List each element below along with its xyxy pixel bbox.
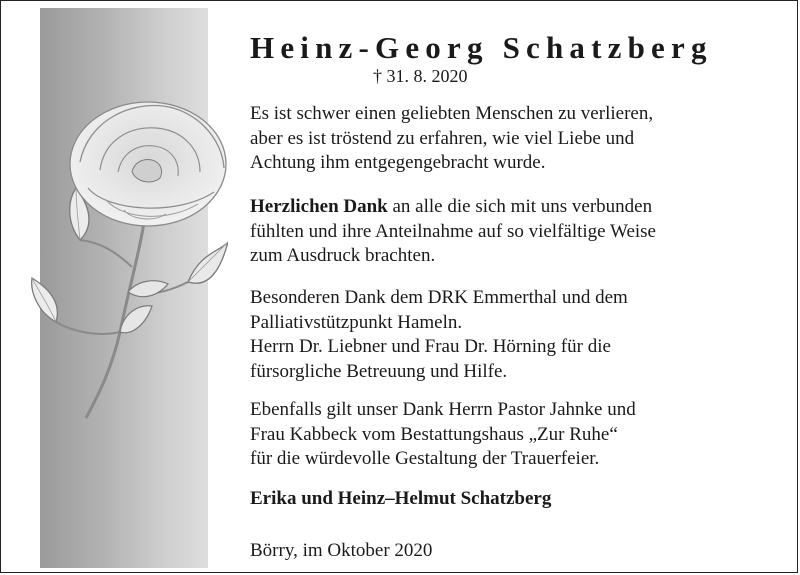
thanks-paragraph [250,195,656,269]
special-line: Palliativstützpunkt Hameln. [250,311,463,333]
special-line: fürsorgliche Betreuung und Hilfe. [250,360,508,382]
rose-illustration [28,92,228,422]
special-thanks-paragraph [250,286,628,384]
intro-line: aber es ist tröstend zu erfahren, wie viel Liebe und [250,127,635,149]
intro-line: Es ist schwer einen geliebten Menschen zu verlieren, [250,103,654,124]
thanks-heading: Herzlichen Dank [250,196,388,217]
place-date: Börry, im Oktober 2020 [250,540,433,561]
also-line: Ebenfalls gilt unser Dank Herrn Pastor Jahnke und [250,399,636,420]
intro-paragraph [250,102,653,176]
signature: Erika und Heinz–Helmut Schatzberg [250,488,552,509]
thanks-line: Herzlichen Dank an alle die sich mit uns verbunden [250,196,653,217]
also-line: für die würdevolle Gestaltung der Trauerfeier. [250,448,600,469]
thanks-line: fühlten und ihre Anteilnahme auf so vielfältige Weise [250,220,656,242]
special-line: Besonderen Dank dem DRK Emmerthal und dem [250,287,628,308]
deceased-name: Heinz-Georg Schatzberg [250,30,713,65]
special-line: Herrn Dr. Liebner und Frau Dr. Hörning für die [250,336,611,357]
additional-thanks-paragraph [250,398,636,472]
thanks-line: zum Ausdruck brachten. [250,245,436,266]
death-date: † 31. 8. 2020 [373,66,468,86]
also-line: Frau Kabbeck vom Bestattungshaus „Zur Ruhe“ [250,423,618,445]
intro-line: Achtung ihm entgegengebracht wurde. [250,152,546,173]
